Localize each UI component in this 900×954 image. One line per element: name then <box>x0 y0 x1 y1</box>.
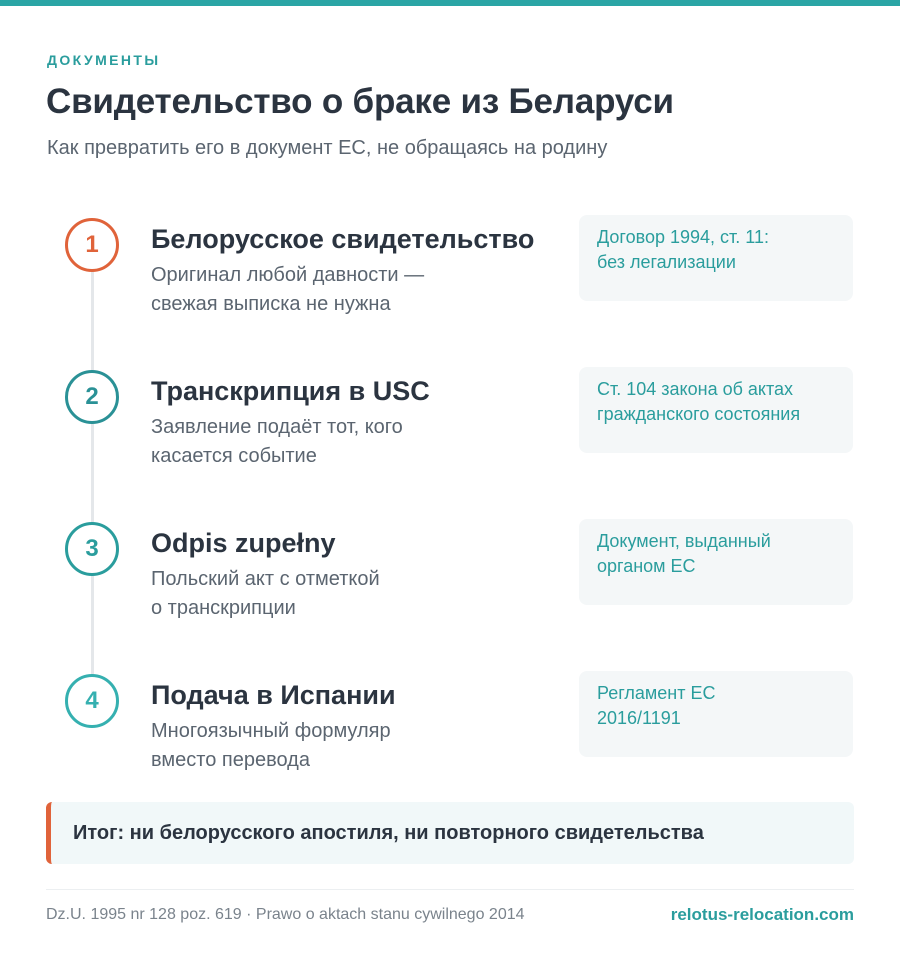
step-description-line: вместо перевода <box>151 749 310 771</box>
step-note-line: Регламент ЕС <box>597 683 716 703</box>
step-number-badge: 3 <box>65 522 119 576</box>
step-legal-note <box>579 671 853 757</box>
step-note-line: без легализации <box>597 252 736 272</box>
footer-site-link[interactable]: relotus-relocation.com <box>670 905 854 924</box>
step-3 <box>0 522 900 652</box>
step-description <box>151 717 511 775</box>
step-number-badge: 2 <box>65 370 119 424</box>
step-title: Подача в Испании <box>151 680 396 710</box>
page-subtitle: Как превратить его в документ ЕС, не обращаясь на родину <box>47 137 608 159</box>
step-number-badge: 1 <box>65 218 119 272</box>
step-description-line: о транскрипции <box>151 597 296 619</box>
step-legal-note <box>579 519 853 605</box>
footer-divider <box>46 889 854 890</box>
step-description <box>151 565 511 623</box>
step-title: Белорусское свидетельство <box>151 224 535 254</box>
step-note-line: Ст. 104 закона об актах <box>597 379 794 399</box>
step-4 <box>0 674 900 804</box>
step-legal-note <box>579 367 853 453</box>
step-legal-note <box>579 215 853 301</box>
step-title: Odpis zupełny <box>151 528 336 558</box>
step-description-line: свежая выписка не нужна <box>151 293 391 315</box>
page-title: Свидетельство о браке из Беларуси <box>46 82 674 121</box>
step-note-line: органом ЕС <box>597 556 696 576</box>
step-description-line: Польский акт с отметкой <box>151 568 380 590</box>
step-note-line: гражданского состояния <box>597 404 801 424</box>
step-2 <box>0 370 900 500</box>
step-description <box>151 413 511 471</box>
top-accent-bar <box>0 0 900 6</box>
step-title: Транскрипция в USC <box>151 376 430 406</box>
step-description-line: Заявление подаёт тот, кого <box>151 416 403 438</box>
step-note-line: 2016/1191 <box>597 708 681 728</box>
step-description <box>151 261 511 319</box>
summary-callout <box>46 802 854 864</box>
step-description-line: Оригинал любой давности — <box>151 264 425 286</box>
summary-text: Итог: ни белорусского апостиля, ни повторного свидетельства <box>73 821 704 844</box>
step-note-line: Договор 1994, ст. 11: <box>597 227 769 247</box>
step-1 <box>0 218 900 348</box>
step-note-line: Документ, выданный <box>597 531 771 551</box>
footer-sources: Dz.U. 1995 nr 128 poz. 619 · Prawo o aktach stanu cywilnego 2014 <box>46 906 525 923</box>
step-description-line: Многоязычный формуляр <box>151 720 391 742</box>
section-eyebrow: ДОКУМЕНТЫ <box>47 52 161 68</box>
step-number-badge: 4 <box>65 674 119 728</box>
step-description-line: касается событие <box>151 445 317 467</box>
